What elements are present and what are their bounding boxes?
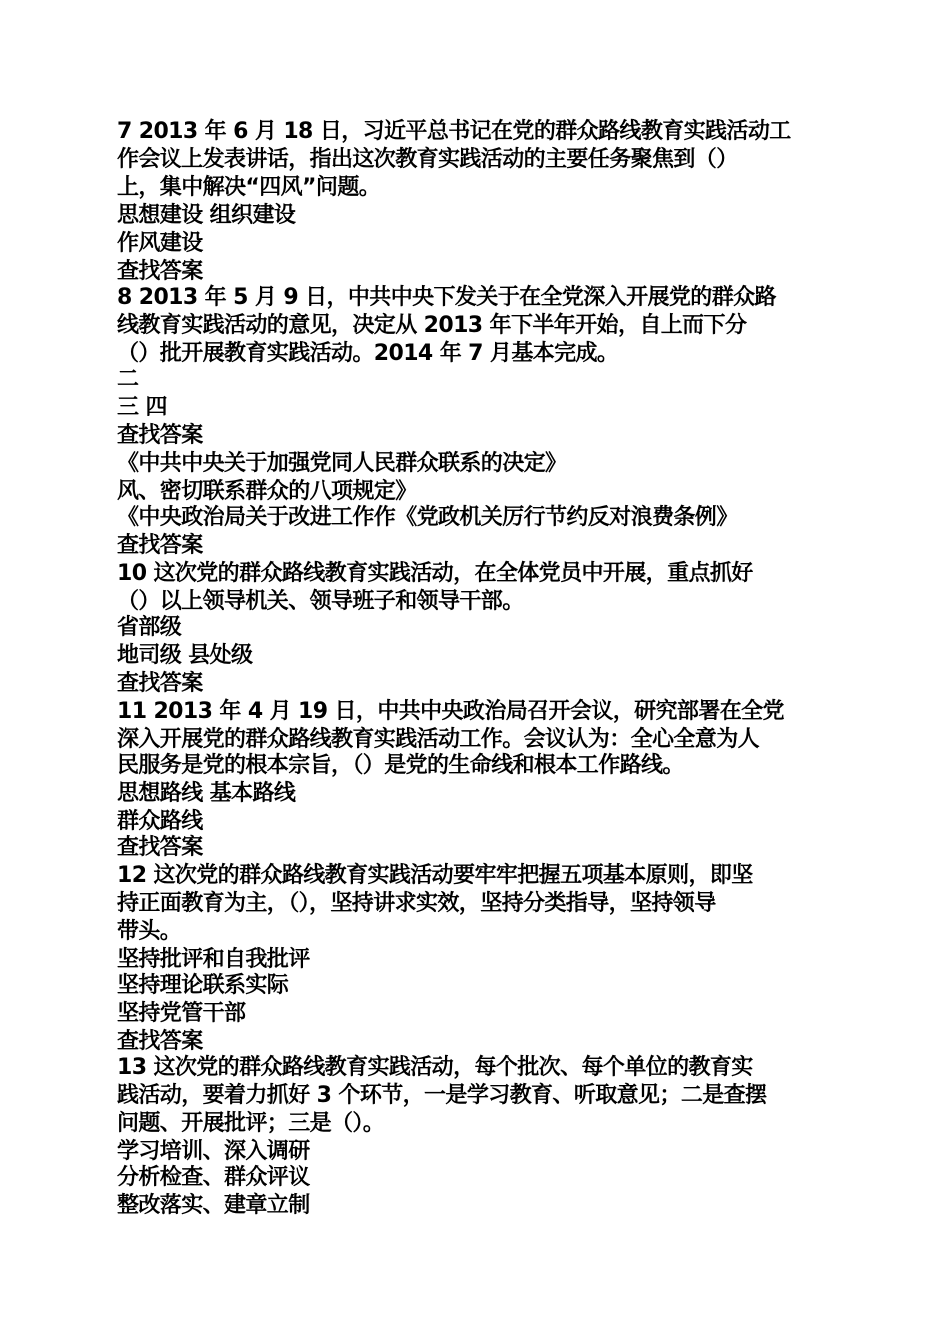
q7-stem-line-3: 上，集中解决“四风”问题。 [117,175,381,200]
q12-stem-line-3: 带头。 [117,919,182,944]
q11-option-line-2: 群众路线 [117,809,203,834]
find-answer-link[interactable]: 查找答案 [117,671,203,696]
q12-option-line-3: 坚持党管干部 [117,1001,246,1026]
q11-stem-line-3: 民服务是党的根本宗旨，（）是党的生命线和根本工作路线。 [117,753,684,778]
q11-stem-line-2: 深入开展党的群众路线教育实践活动工作。会议认为：全心全意为人 [117,727,760,752]
q7-option-line-2: 作风建设 [117,231,203,256]
q11-stem-line-1: 11 2013 年 4 月 19 日，中共中央政治局召开会议，研究部署在全党 [117,699,784,724]
q13-option-line-3: 整改落实、建章立制 [117,1193,310,1218]
q12-stem-line-2: 持正面教育为主，（），坚持讲求实效，坚持分类指导，坚持领导 [117,891,716,916]
find-answer-link[interactable]: 查找答案 [117,1029,203,1054]
q13-stem-line-2: 践活动，要着力抓好 3 个环节，一是学习教育、听取意见；二是查摆 [117,1083,767,1108]
find-answer-link[interactable]: 查找答案 [117,259,203,284]
q13-option-line-2: 分析检查、群众评议 [117,1165,310,1190]
q7-stem-line-2: 作会议上发表讲话，指出这次教育实践活动的主要任务聚焦到（） [117,147,738,172]
q12-option-line-2: 坚持理论联系实际 [117,973,289,998]
q10-option-line-2: 地司级 县处级 [117,643,253,668]
q8-stem-line-1: 8 2013 年 5 月 9 日，中共中央下发关于在全党深入开展党的群众路 [117,285,776,310]
find-answer-link[interactable]: 查找答案 [117,533,203,558]
q13-stem-line-1: 13 这次党的群众路线教育实践活动，每个批次、每个单位的教育实 [117,1055,753,1080]
q7-stem-line-1: 7 2013 年 6 月 18 日，习近平总书记在党的群众路线教育实践活动工 [117,119,791,144]
q7-option-line-1: 思想建设 组织建设 [117,203,296,228]
q8-option-line-2: 三 四 [117,395,167,420]
q10-option-line-1: 省部级 [117,615,182,640]
q10-stem-line-1: 10 这次党的群众路线教育实践活动，在全体党员中开展，重点抓好 [117,561,753,586]
q13-option-line-1: 学习培训、深入调研 [117,1139,310,1164]
q8-stem-line-2: 线教育实践活动的意见，决定从 2013 年下半年开始，自上而下分 [117,313,747,338]
q9-option-line-1: 《中共中央关于加强党同人民群众联系的决定》 [117,451,567,476]
q11-option-line-1: 思想路线 基本路线 [117,781,296,806]
q8-stem-line-3: （）批开展教育实践活动。2014 年 7 月基本完成。 [117,341,619,366]
q8-option-line-1: 二 [117,367,139,392]
q10-stem-line-2: （）以上领导机关、领导班子和领导干部。 [117,589,524,614]
q12-option-line-1: 坚持批评和自我批评 [117,947,310,972]
find-answer-link[interactable]: 查找答案 [117,423,203,448]
q9-option-line-3: 《中央政治局关于改进工作作《党政机关厉行节约反对浪费条例》 [117,505,738,530]
find-answer-link[interactable]: 查找答案 [117,835,203,860]
q9-option-line-2: 风、密切联系群众的八项规定》 [117,479,417,504]
q13-stem-line-3: 问题、开展批评；三是（）。 [117,1111,385,1136]
q12-stem-line-1: 12 这次党的群众路线教育实践活动要牢牢把握五项基本原则，即坚 [117,863,753,888]
